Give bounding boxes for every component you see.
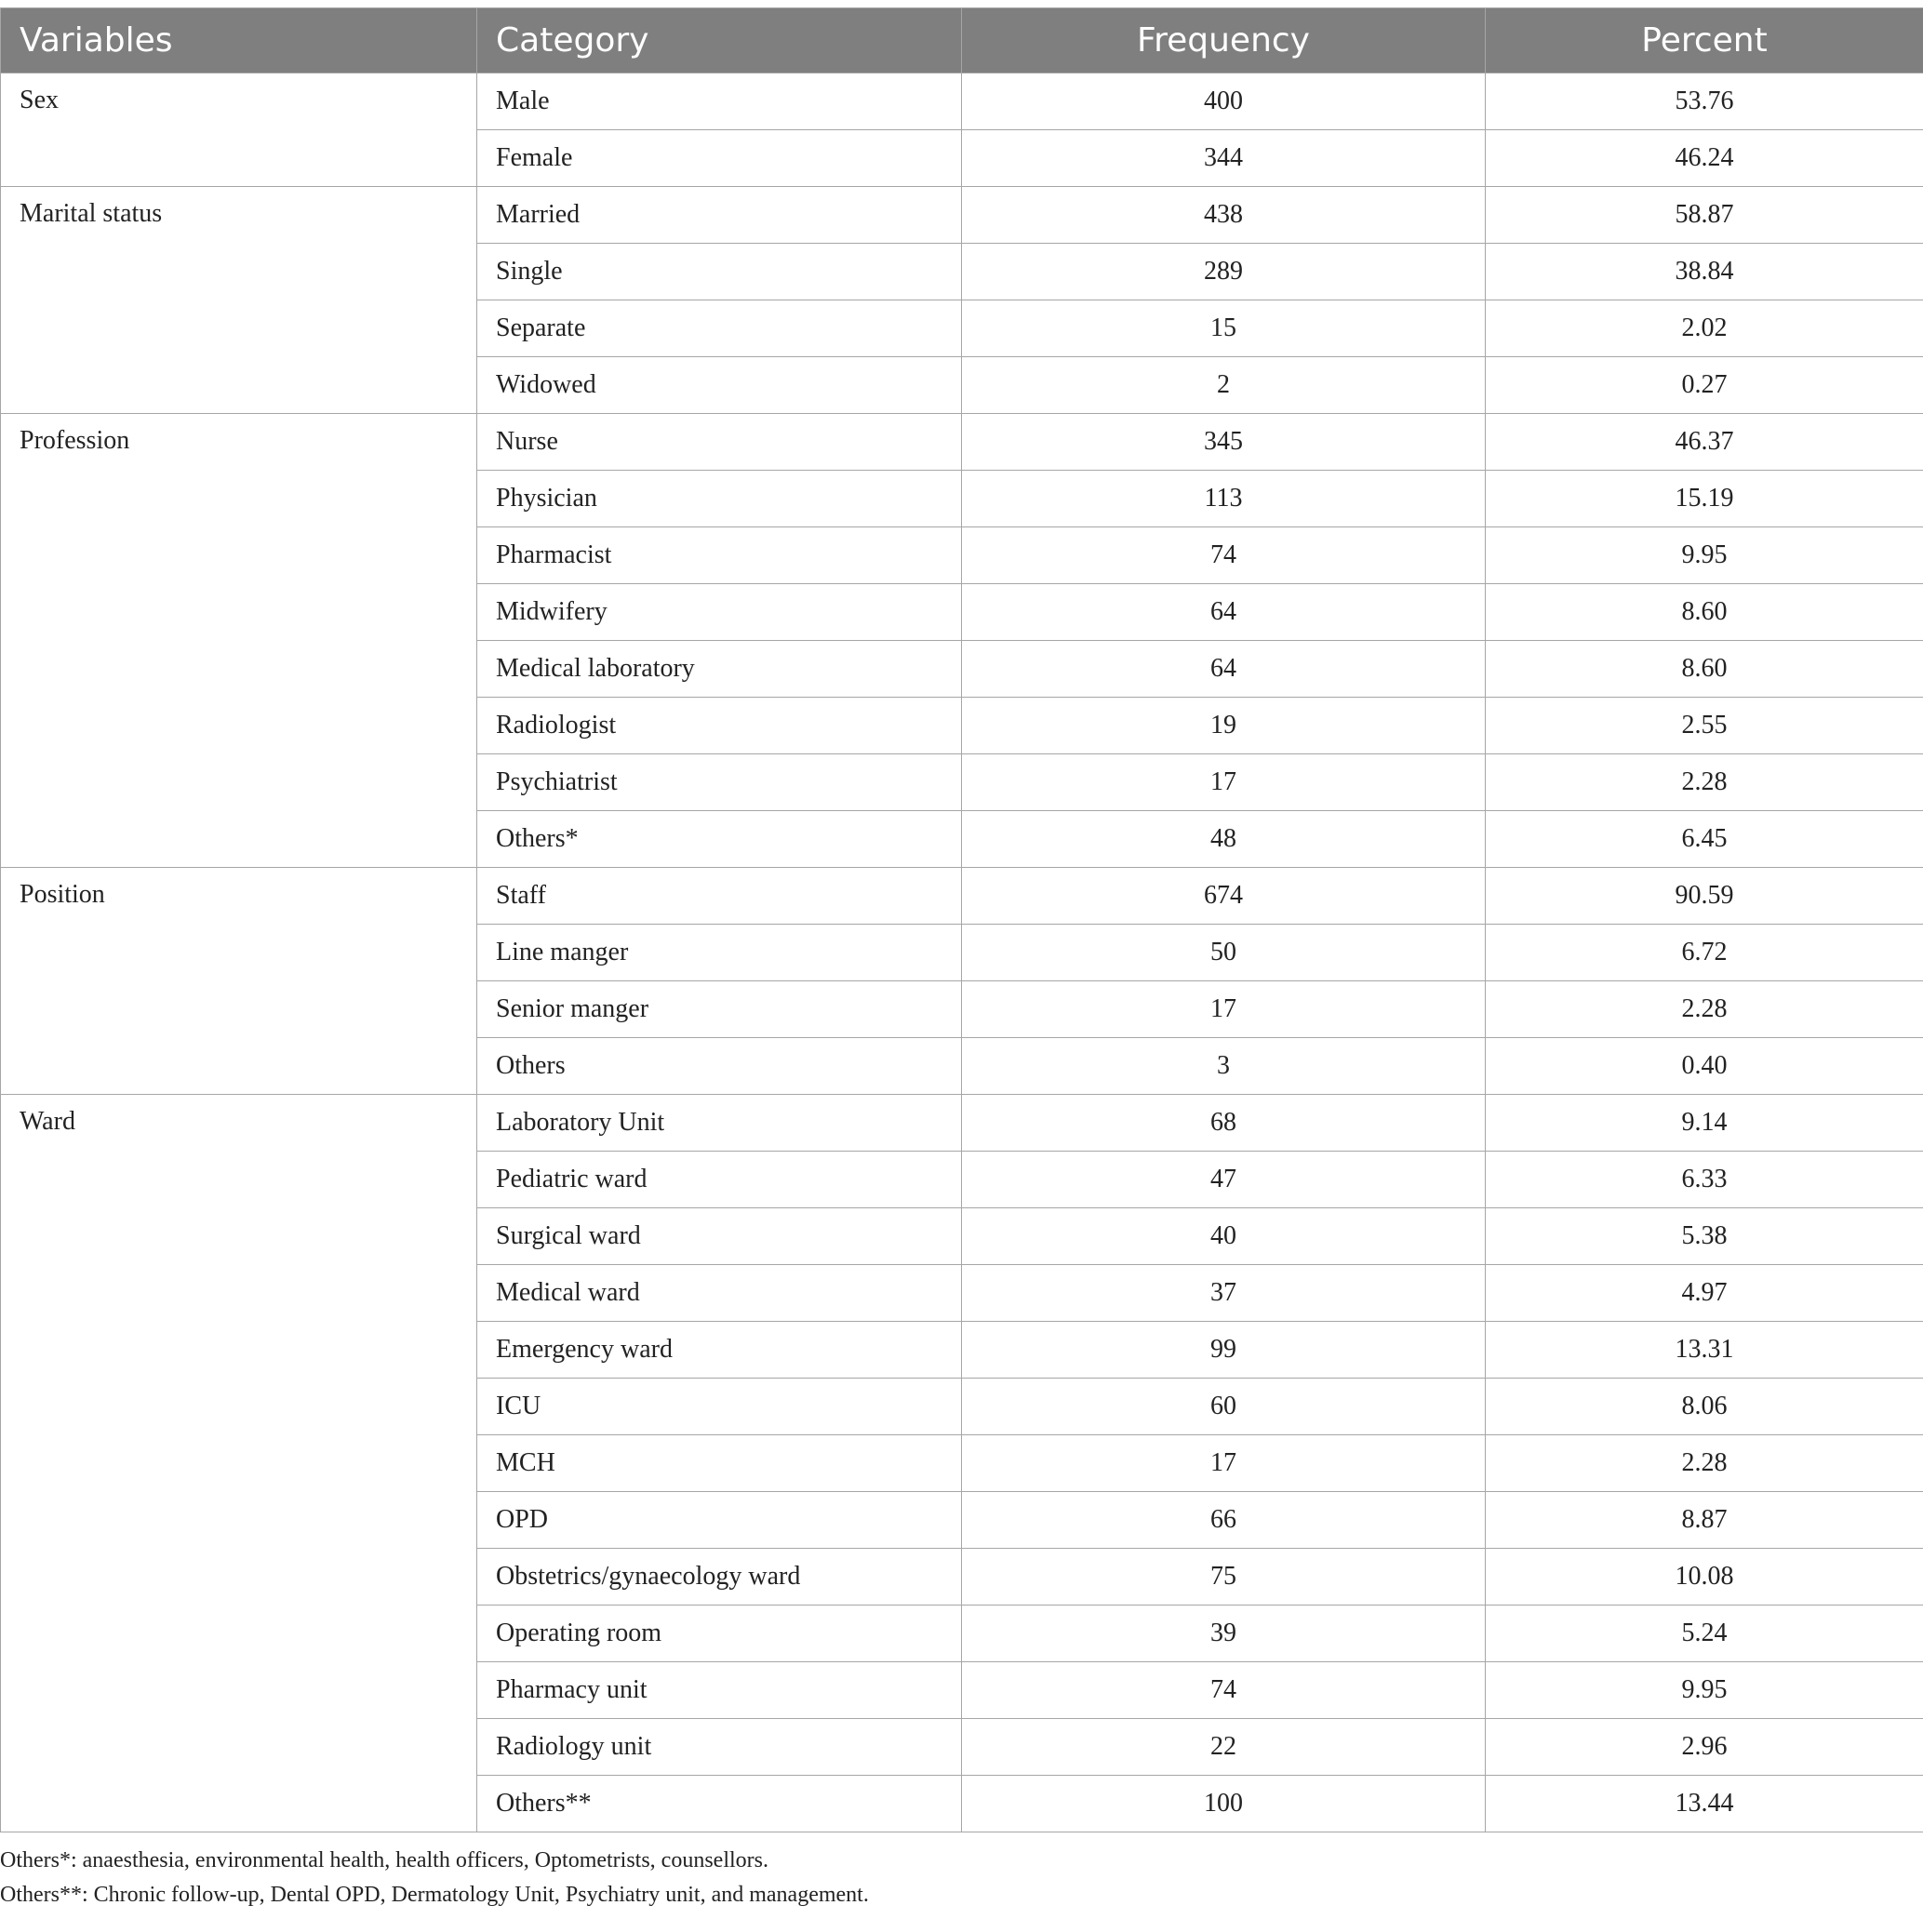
frequency-cell: 37 (962, 1265, 1486, 1322)
frequency-cell: 100 (962, 1776, 1486, 1832)
table-body (1, 73, 1923, 1832)
percent-cell: 2.28 (1486, 981, 1923, 1038)
percent-cell: 15.19 (1486, 471, 1923, 527)
header-category: Category (477, 8, 962, 73)
category-cell: Female (477, 130, 962, 187)
percent-cell: 6.72 (1486, 925, 1923, 981)
percent-cell: 0.40 (1486, 1038, 1923, 1095)
category-cell: Senior manger (477, 981, 962, 1038)
percent-cell: 53.76 (1486, 73, 1923, 130)
footnotes (0, 1844, 1923, 1912)
frequency-cell: 75 (962, 1549, 1486, 1606)
percent-cell: 10.08 (1486, 1549, 1923, 1606)
percent-cell: 90.59 (1486, 868, 1923, 925)
percent-cell: 46.37 (1486, 414, 1923, 471)
frequency-cell: 74 (962, 1662, 1486, 1719)
frequency-cell: 99 (962, 1322, 1486, 1379)
frequency-cell: 345 (962, 414, 1486, 471)
percent-cell: 2.55 (1486, 698, 1923, 754)
frequency-cell: 64 (962, 641, 1486, 698)
header-variables: Variables (1, 8, 477, 73)
frequency-cell: 344 (962, 130, 1486, 187)
percent-cell: 8.60 (1486, 641, 1923, 698)
category-cell: Others* (477, 811, 962, 868)
variable-cell: Marital status (1, 187, 477, 414)
table-row (1, 868, 1923, 925)
table-row (1, 73, 1923, 130)
category-cell: OPD (477, 1492, 962, 1549)
percent-cell: 9.95 (1486, 1662, 1923, 1719)
percent-cell: 2.96 (1486, 1719, 1923, 1776)
frequency-cell: 50 (962, 925, 1486, 981)
variable-cell: Profession (1, 414, 477, 868)
category-cell: Pediatric ward (477, 1152, 962, 1208)
table-container (0, 7, 1923, 1912)
percent-cell: 5.24 (1486, 1606, 1923, 1662)
category-cell: Psychiatrist (477, 754, 962, 811)
header-percent: Percent (1486, 8, 1923, 73)
category-cell: Line manger (477, 925, 962, 981)
category-cell: Medical laboratory (477, 641, 962, 698)
category-cell: MCH (477, 1435, 962, 1492)
category-cell: Pharmacist (477, 527, 962, 584)
header-row (1, 8, 1923, 73)
category-cell: Nurse (477, 414, 962, 471)
frequency-cell: 22 (962, 1719, 1486, 1776)
footnote-others-profession: Others*: anaesthesia, environmental health, health officers, Optometrists, counsellors. (0, 1848, 768, 1872)
frequency-cell: 60 (962, 1379, 1486, 1435)
frequency-cell: 64 (962, 584, 1486, 641)
frequency-cell: 400 (962, 73, 1486, 130)
category-cell: Physician (477, 471, 962, 527)
footnote-others-ward: Others**: Chronic follow-up, Dental OPD, Dermatology Unit, Psychiatry unit, and management. (0, 1883, 869, 1907)
percent-cell: 58.87 (1486, 187, 1923, 244)
frequency-cell: 68 (962, 1095, 1486, 1152)
frequency-cell: 438 (962, 187, 1486, 244)
percent-cell: 0.27 (1486, 357, 1923, 414)
category-cell: Separate (477, 300, 962, 357)
frequency-cell: 19 (962, 698, 1486, 754)
category-cell: Laboratory Unit (477, 1095, 962, 1152)
percent-cell: 4.97 (1486, 1265, 1923, 1322)
percent-cell: 8.60 (1486, 584, 1923, 641)
category-cell: Pharmacy unit (477, 1662, 962, 1719)
frequency-cell: 17 (962, 754, 1486, 811)
category-cell: Operating room (477, 1606, 962, 1662)
frequency-cell: 674 (962, 868, 1486, 925)
frequency-cell: 47 (962, 1152, 1486, 1208)
frequency-cell: 113 (962, 471, 1486, 527)
percent-cell: 46.24 (1486, 130, 1923, 187)
frequency-cell: 39 (962, 1606, 1486, 1662)
frequency-cell: 2 (962, 357, 1486, 414)
percent-cell: 2.28 (1486, 754, 1923, 811)
percent-cell: 2.02 (1486, 300, 1923, 357)
frequency-cell: 74 (962, 527, 1486, 584)
category-cell: Married (477, 187, 962, 244)
demographics-table (0, 7, 1923, 1832)
category-cell: Midwifery (477, 584, 962, 641)
category-cell: Others** (477, 1776, 962, 1832)
frequency-cell: 15 (962, 300, 1486, 357)
category-cell: Radiologist (477, 698, 962, 754)
frequency-cell: 3 (962, 1038, 1486, 1095)
category-cell: ICU (477, 1379, 962, 1435)
percent-cell: 6.45 (1486, 811, 1923, 868)
frequency-cell: 66 (962, 1492, 1486, 1549)
table-row (1, 1095, 1923, 1152)
category-cell: Obstetrics/gynaecology ward (477, 1549, 962, 1606)
percent-cell: 8.06 (1486, 1379, 1923, 1435)
percent-cell: 9.14 (1486, 1095, 1923, 1152)
category-cell: Radiology unit (477, 1719, 962, 1776)
header-frequency: Frequency (962, 8, 1486, 73)
table-row (1, 414, 1923, 471)
category-cell: Staff (477, 868, 962, 925)
percent-cell: 2.28 (1486, 1435, 1923, 1492)
percent-cell: 9.95 (1486, 527, 1923, 584)
frequency-cell: 289 (962, 244, 1486, 300)
percent-cell: 5.38 (1486, 1208, 1923, 1265)
variable-cell: Ward (1, 1095, 477, 1832)
table-row (1, 187, 1923, 244)
variable-cell: Position (1, 868, 477, 1095)
category-cell: Widowed (477, 357, 962, 414)
percent-cell: 6.33 (1486, 1152, 1923, 1208)
frequency-cell: 17 (962, 981, 1486, 1038)
frequency-cell: 17 (962, 1435, 1486, 1492)
frequency-cell: 48 (962, 811, 1486, 868)
category-cell: Emergency ward (477, 1322, 962, 1379)
category-cell: Medical ward (477, 1265, 962, 1322)
category-cell: Single (477, 244, 962, 300)
category-cell: Others (477, 1038, 962, 1095)
percent-cell: 38.84 (1486, 244, 1923, 300)
frequency-cell: 40 (962, 1208, 1486, 1265)
percent-cell: 8.87 (1486, 1492, 1923, 1549)
category-cell: Male (477, 73, 962, 130)
percent-cell: 13.44 (1486, 1776, 1923, 1832)
category-cell: Surgical ward (477, 1208, 962, 1265)
percent-cell: 13.31 (1486, 1322, 1923, 1379)
variable-cell: Sex (1, 73, 477, 187)
